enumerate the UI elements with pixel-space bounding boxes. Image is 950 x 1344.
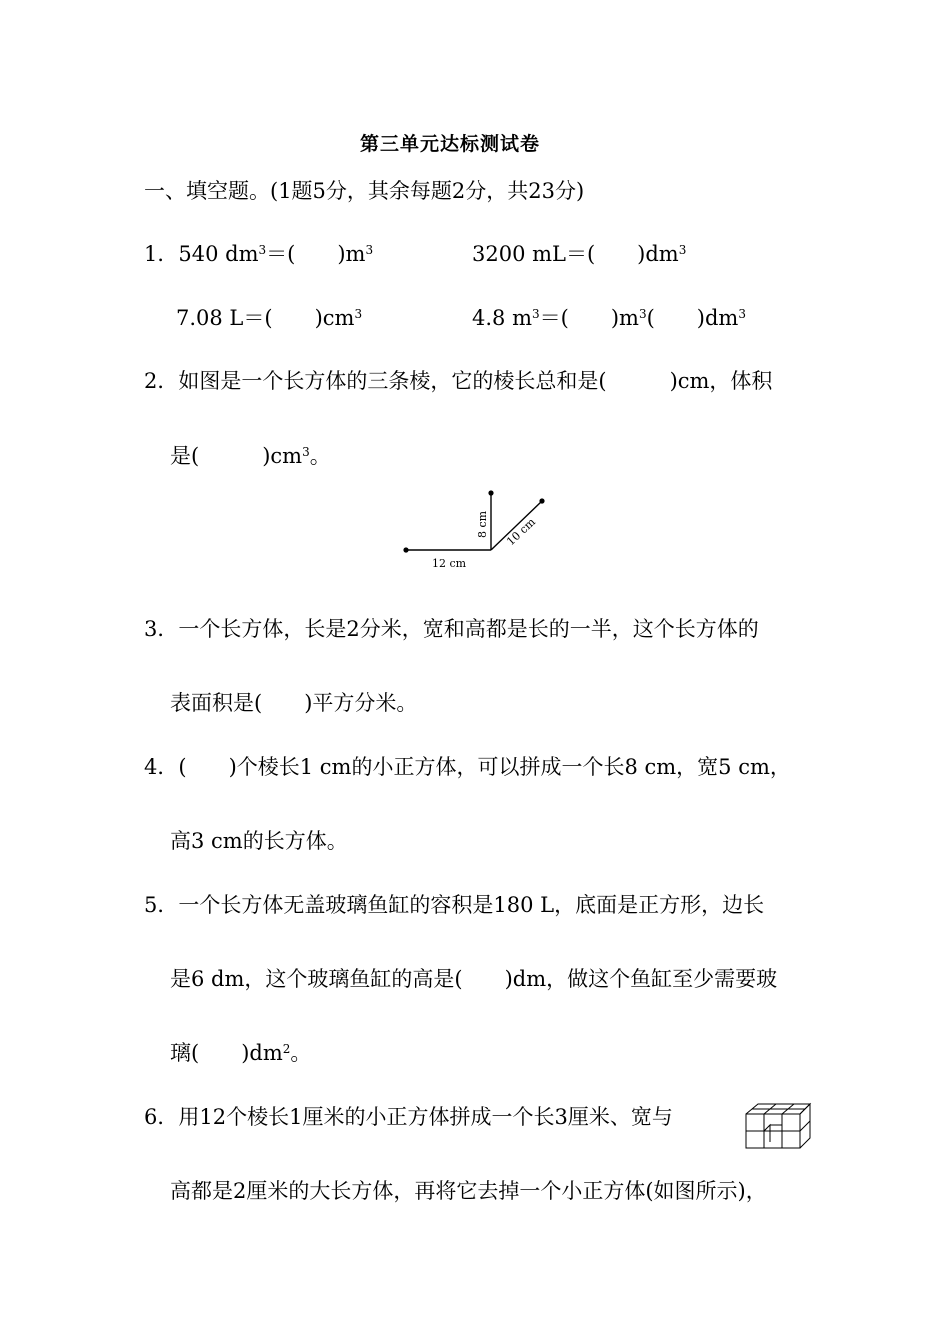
q6-line1: 6．用12个棱长1厘米的小正方体拼成一个长3厘米、宽与: [144, 1105, 673, 1129]
q2-edge-diagram: [398, 486, 558, 576]
width-label: 10 cm: [504, 515, 538, 549]
q6-cube-diagram: [744, 1100, 814, 1152]
q6-number: 6．: [144, 1105, 179, 1129]
q1-number: 1．: [144, 242, 179, 266]
q5-line3: 璃( )$dm^2$。: [170, 1041, 312, 1065]
q4-line1: 4．( )个棱长1 cm的小正方体，可以拼成一个长8 cm，宽5 cm，: [144, 755, 791, 779]
q2-line1: 2．如图是一个长方体的三条棱，它的棱长总和是( )cm，体积: [144, 369, 773, 393]
q4-number: 4．: [144, 755, 179, 779]
q6-line2: 高都是2厘米的大长方体，再将它去掉一个小正方体(如图所示)，: [170, 1179, 767, 1203]
q3-line2: 表面积是( )平方分米。: [170, 691, 418, 715]
q1-row2-right: 4.8 $m^3=$( )$m^3$( )$dm^3$: [472, 306, 746, 330]
q2-number: 2．: [144, 369, 179, 393]
q1-row2-left: 7.08 L＝( )$cm^3$: [176, 306, 363, 330]
q1-row1-left: 1．540 $dm^3=$( )$m^3$: [144, 242, 374, 266]
q5-line1: 5．一个长方体无盖玻璃鱼缸的容积是180 L，底面是正方形，边长: [144, 893, 765, 917]
endpoint-dot: [488, 490, 493, 495]
q5-line2: 是6 dm，这个玻璃鱼缸的高是( )dm，做这个鱼缸至少需要玻: [170, 967, 778, 991]
height-label: 8 cm: [476, 510, 489, 538]
q4-line2: 高3 cm的长方体。: [170, 829, 348, 853]
q2-line2: 是( )$cm^3$。: [170, 444, 331, 468]
page-title: 第三单元达标测试卷: [360, 133, 541, 155]
endpoint-dot: [403, 547, 408, 552]
q5-number: 5．: [144, 893, 179, 917]
length-label: 12 cm: [432, 557, 467, 570]
section-heading: 一、填空题。(1题5分，其余每题2分，共23分): [144, 179, 585, 203]
q1-b-text: 3200 mL＝( )dm: [472, 242, 679, 266]
q1-d-text: 4.8 m: [472, 306, 532, 330]
q3-line1: 3．一个长方体，长是2分米，宽和高都是长的一半，这个长方体的: [144, 617, 759, 641]
q3-number: 3．: [144, 617, 179, 641]
q1-row1-right: 3200 mL＝( )$dm^3$: [472, 242, 687, 266]
endpoint-dot: [539, 498, 544, 503]
q1-a-text: 540 dm: [178, 242, 259, 266]
q1-c-text: 7.08 L＝( )cm: [176, 306, 355, 330]
